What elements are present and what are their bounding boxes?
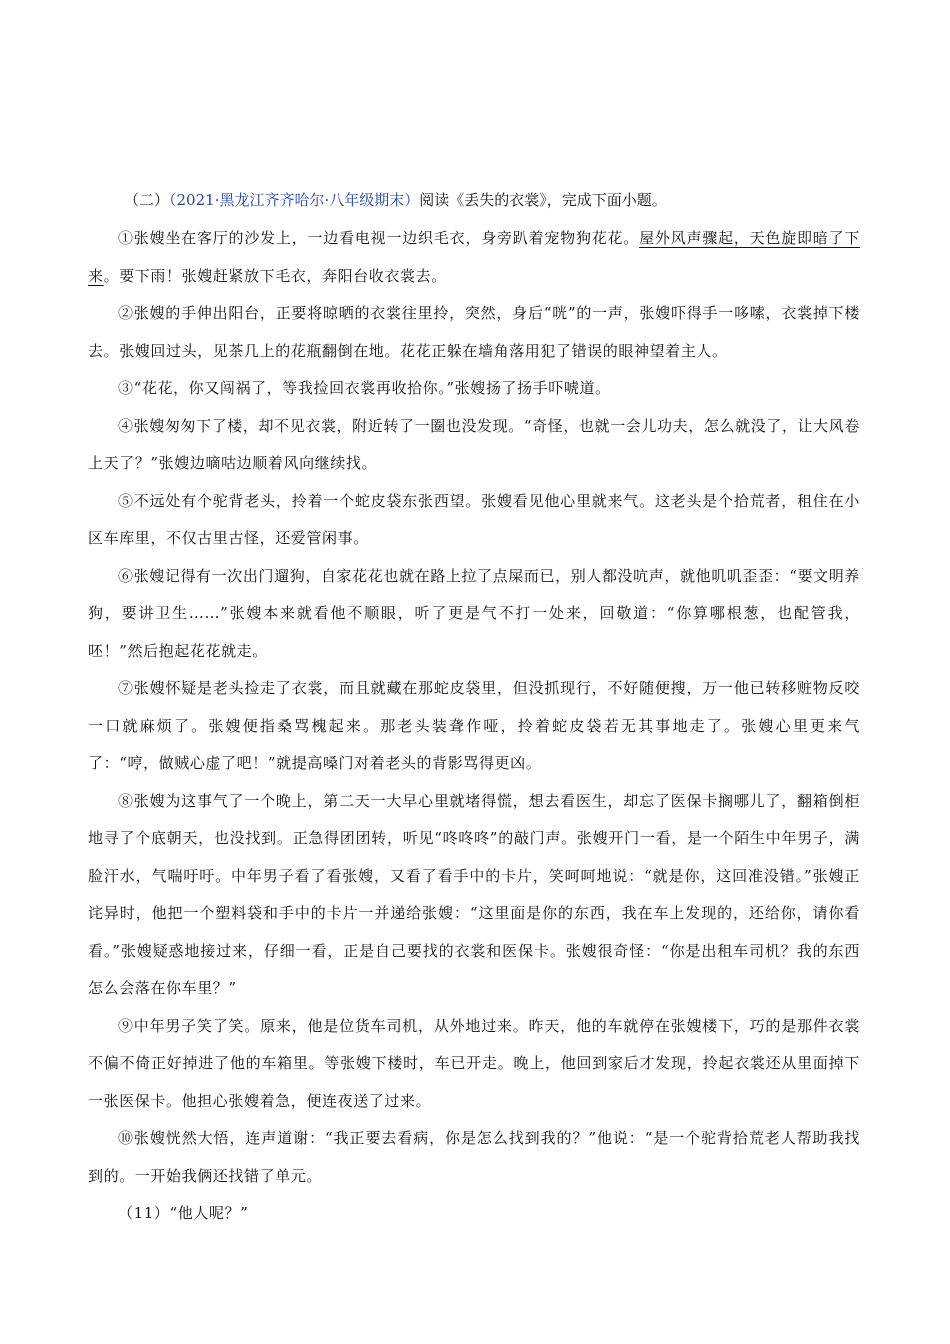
paragraph-10: ⑩张嫂恍然大悟，连声道谢：“我正要去看病，你是怎么找到我的？”他说：“是一个驼背拾荒老人帮助我找到的。一开始我俩还找错了单元。: [88, 1129, 860, 1185]
paragraph-4: ④张嫂匆匆下了楼，却不见衣裳，附近转了一圈也没发现。“奇怪，也就一会儿功夫，怎么就没了，让大风卷上天了？”张嫂边嘀咕边顺着风向继续找。: [88, 416, 860, 472]
question-heading: [88, 186, 860, 214]
paragraph-3: ③“花花，你又闯祸了，等我捡回衣裳再收拾你。”张嫂扬了扬手吓唬道。: [118, 379, 611, 397]
paragraph-8: ⑧张嫂为这事气了一个晚上，第二天一大早心里就堵得慌，想去看医生，却忘了医保卡搁哪儿了，翻箱倒柜地寻了个底朝天，也没找到。正急得团团转，听见“咚咚咚”的敲门声。张嫂开门一看，是一个陌生中年男子，满脸汗水，气喘吁吁。中年男子看了看张嫂，又看了看手中的卡片，笑呵呵地说：“就是你，这回准没错。”张嫂正诧异时，他把一个塑料袋和手中的卡片一并递给张嫂：“这里面是你的东西，我在车上发现的，还给你，请你看看。”张嫂疑惑地接过来，仔细一看，正是自己要找的衣裳和医保卡。张嫂很奇怪：“你是出租车司机？我的东西怎么会落在你车里？”: [88, 791, 860, 997]
paragraph-9: ⑨中年男子笑了笑。原来，他是位货车司机，从外地过来。昨天，他的车就停在张嫂楼下，巧的是那件衣裳不偏不倚正好掉进了他的车箱里。等张嫂下楼时，车已开走。晚上，他回到家后才发现，拎起衣裳还从里面掉下一张医保卡。他担心张嫂着急，便连夜送了过来。: [88, 1016, 860, 1110]
paragraph-5: ⑤不远处有个驼背老头，拎着一个蛇皮袋东张西望。张嫂看见他心里就来气。这老头是个拾荒者，租住在小区车库里，不仅古里古怪，还爱管闲事。: [88, 491, 860, 547]
paragraph-1-text: ①张嫂坐在客厅的沙发上，一边看电视一边织毛衣，身旁趴着宠物狗花花。: [118, 229, 640, 247]
paragraph-7: ⑦张嫂怀疑是老头捡走了衣裳，而且就藏在那蛇皮袋里，但没抓现行，不好随便搜，万一他已转移赃物反咬一口就麻烦了。张嫂便指桑骂槐起来。那老头装聋作哑，拎着蛇皮袋若无其事地走了。张嫂心里更来气了：“哼，做贼心虚了吧！”就提高嗓门对着老头的背影骂得更凶。: [88, 679, 860, 772]
paragraph-11: （11）“他人呢？”: [118, 1204, 249, 1222]
paragraph-2: ②张嫂的手伸出阳台，正要将晾晒的衣裳往里拎，突然，身后“咣”的一声，张嫂吓得手一哆嗦，衣裳掉下楼去。张嫂回过头，见茶几上的花瓶翻倒在地。花花正躲在墙角落用犯了错误的眼神望着主人。: [88, 304, 860, 360]
heading-instruction: 阅读《丢失的衣裳》，完成下面小题。: [419, 191, 667, 209]
heading-source: （2021·黑龙江齐齐哈尔·八年级期末）: [169, 191, 420, 209]
paragraph-6: ⑥张嫂记得有一次出门遛狗，自家花花也就在路上拉了点屎而已，别人都没吭声，就他叽叽歪歪：“要文明养狗，要讲卫生……”张嫂本来就看他不顺眼，听了更是气不打一处来，回敬道：“你算哪根葱，也配管我，呸！”然后抱起花花就走。: [88, 566, 860, 660]
paragraph-1-text-after: 。要下雨！张嫂赶紧放下毛衣，奔阳台收衣裳去。: [103, 266, 447, 285]
reading-passage: [88, 186, 860, 1233]
underlined-sentence: 屋外风声骤起，天色旋即暗了下来: [88, 229, 860, 285]
paragraph-1: [88, 220, 860, 295]
heading-prefix: （二）: [124, 191, 170, 209]
